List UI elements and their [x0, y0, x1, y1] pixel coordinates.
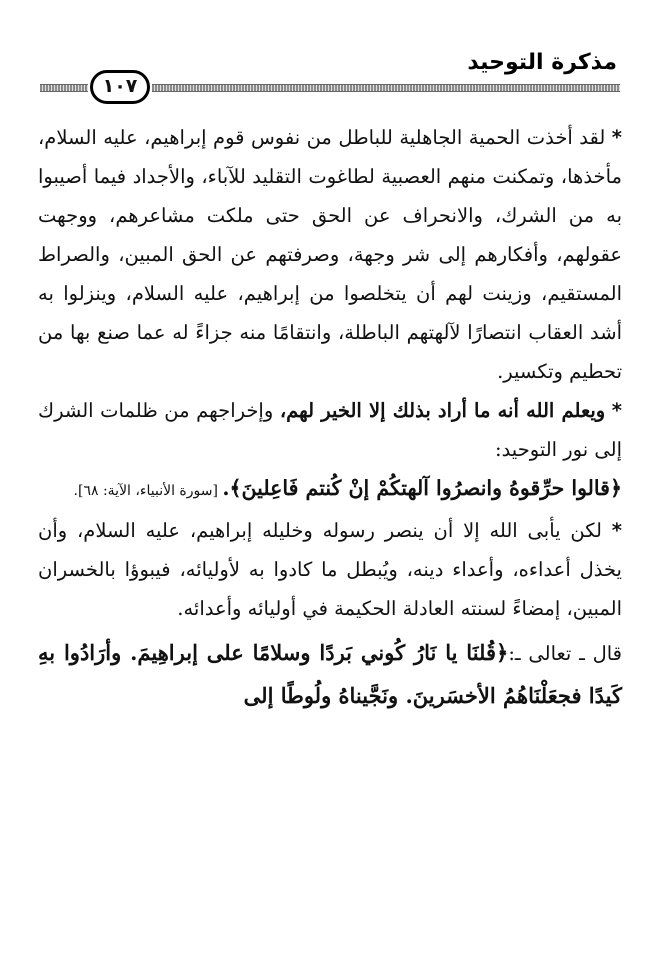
paragraph-2	[38, 391, 622, 469]
quote-1-text: ﴿قالوا حرِّقوهُ وانصرُوا آلهتكُمْ إنْ كُنتم فَاعِلينَ﴾.	[222, 476, 622, 500]
paragraph-1-text: لقد أخذت الحمية الجاهلية للباطل من نفوس قوم إبراهيم، عليه السلام، مأخذها، وتمكنت منهم العصبية لطاغوت التقليد للآباء، والأجداد فيما أصيبوا به من الشرك، والانحراف عن الحق حتى ملكت مشاعرهم، ووجهت عقولهم، وأفكارهم إلى شر وجهة، وصرفتهم عن الحق المبين، والصراط المستقيم، وزينت لهم أن يتخلصوا من إبراهيم، عليه السلام، وينزلوا به أشد العقاب انتصارًا لآلهتهم الباطلة، وانتقامًا منه جزاءً له عما صنع بها من تحطيم وتكسير.	[38, 126, 622, 383]
quote-1-reference: [سورة الأنبياء، الآية: ٦٨].	[73, 483, 223, 499]
quran-quote-1	[38, 469, 622, 511]
quote-2-text: ﴿قُلنَا يا نَارُ كُوني بَردًا وسلامًا على إبراهِيمَ. وأرَادُوا بهِ كَيدًا فجعَلْنَاهُمُ الأخسَرينَ. ونَجَّيناهُ ولُوطًا إلى	[38, 640, 622, 708]
paragraph-3-text: لكن يأبى الله إلا أن ينصر رسوله وخليله إبراهيم، عليه السلام، وأن يخذل أعداءه، وأعداء دينه، ويُبطل ما كادوا به لأوليائه، فيبوؤا بالخسران المبين، إمضاءً لسنته العادلة الحكيمة في أوليائه وأعدائه.	[38, 519, 622, 620]
paragraph-bullet: *	[611, 399, 622, 422]
header-rule-left	[40, 84, 88, 92]
paragraph-bullet: *	[611, 126, 622, 149]
paragraph-2-bold-text: ويعلم الله أنه ما أراد بذلك إلا الخير لهم،	[279, 399, 606, 422]
paragraph-1	[38, 118, 622, 391]
page-header	[0, 0, 657, 120]
running-title: مذكرة التوحيد	[467, 50, 617, 75]
paragraph-2-text: وإخراجهم من ظلمات الشرك إلى نور التوحيد:	[38, 399, 622, 461]
paragraph-3	[38, 511, 622, 628]
header-rule-right	[152, 84, 620, 92]
paragraph-bullet: *	[611, 519, 622, 542]
page-number: ١٠٧	[90, 70, 150, 104]
body-text	[38, 118, 622, 717]
quran-quote-2	[38, 632, 622, 717]
quote-2-intro: قال ـ تعالى ـ:	[508, 642, 622, 665]
